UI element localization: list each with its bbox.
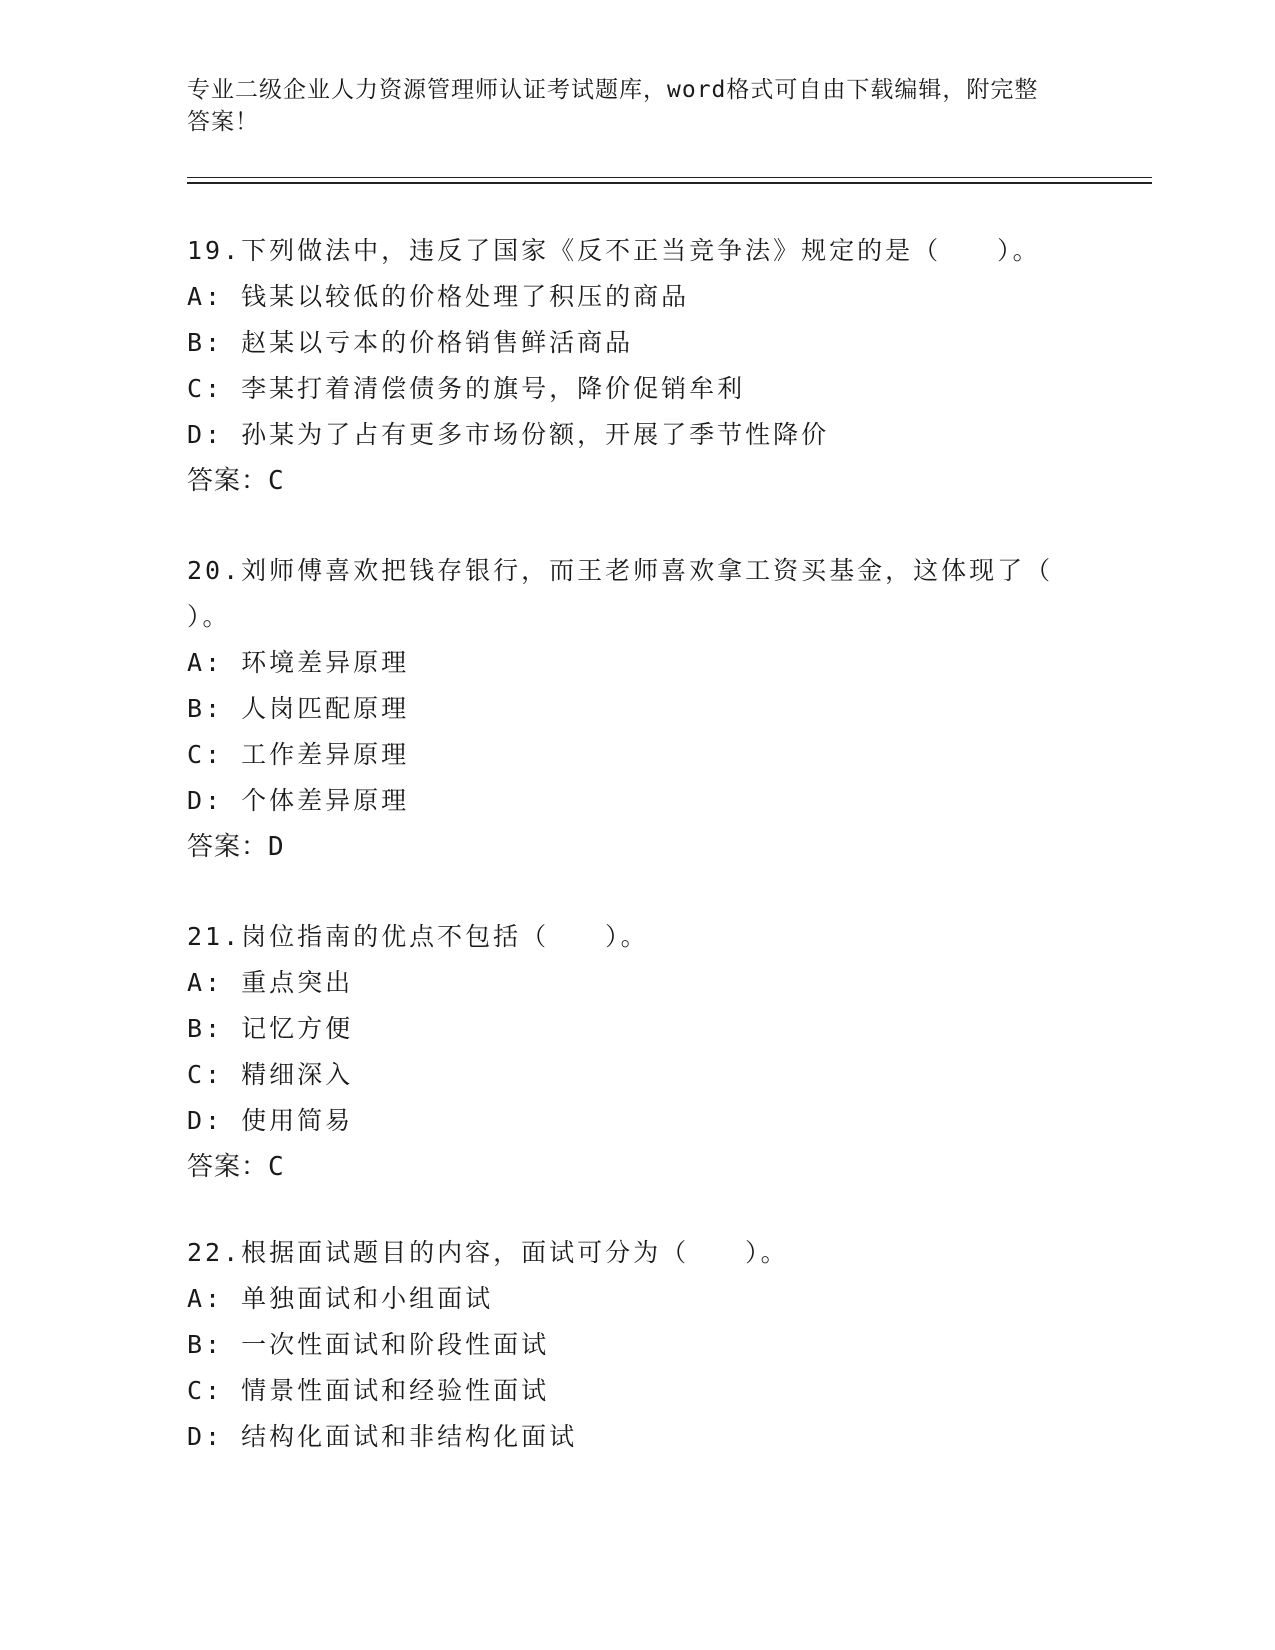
answer-value: C <box>268 466 285 496</box>
option-b: B: 人岗匹配原理 <box>187 694 410 723</box>
option-a: A: 重点突出 <box>187 968 354 997</box>
answer-value: C <box>268 1152 285 1182</box>
option-b: B: 记忆方便 <box>187 1014 354 1043</box>
question-20 <box>187 548 1087 870</box>
option-d: D: 孙某为了占有更多市场份额，开展了季节性降价 <box>187 420 830 449</box>
answer-line <box>187 1144 1087 1190</box>
header-line-2: 答案！ <box>187 109 259 135</box>
option-a: A: 单独面试和小组面试 <box>187 1284 494 1313</box>
answer-label: 答案： <box>187 832 269 862</box>
option-c: C: 李某打着清偿债务的旗号，降价促销牟利 <box>187 374 746 403</box>
option-d: D: 结构化面试和非结构化面试 <box>187 1422 578 1451</box>
option-d: D: 个体差异原理 <box>187 786 410 815</box>
answer-line <box>187 824 1087 870</box>
answer-label: 答案： <box>187 1152 269 1182</box>
answer-value: D <box>268 832 285 862</box>
answer-label: 答案： <box>187 466 269 496</box>
question-stem: 22.根据面试题目的内容，面试可分为（ ）。 <box>187 1238 789 1267</box>
header-divider-bottom <box>187 182 1152 184</box>
question-22 <box>187 1230 1087 1460</box>
option-a: A: 钱某以较低的价格处理了积压的商品 <box>187 282 690 311</box>
answer-line <box>187 458 1087 504</box>
question-21 <box>187 914 1087 1190</box>
option-c: C: 情景性面试和经验性面试 <box>187 1376 550 1405</box>
option-b: B: 赵某以亏本的价格销售鲜活商品 <box>187 328 634 357</box>
question-stem: 21.岗位指南的优点不包括（ ）。 <box>187 922 649 951</box>
question-stem: 20.刘师傅喜欢把钱存银行，而王老师喜欢拿工资买基金，这体现了（ <box>187 556 1054 585</box>
document-header <box>187 74 1087 138</box>
question-stem: 19.下列做法中，违反了国家《反不正当竞争法》规定的是（ ）。 <box>187 236 1041 265</box>
header-line-1: 专业二级企业人力资源管理师认证考试题库，word格式可自由下载编辑，附完整 <box>187 77 1039 103</box>
option-d: D: 使用简易 <box>187 1106 354 1135</box>
question-stem-continued: ）。 <box>187 602 231 631</box>
header-divider-top <box>187 177 1152 178</box>
option-c: C: 精细深入 <box>187 1060 354 1089</box>
option-b: B: 一次性面试和阶段性面试 <box>187 1330 550 1359</box>
question-19 <box>187 228 1087 504</box>
option-c: C: 工作差异原理 <box>187 740 410 769</box>
option-a: A: 环境差异原理 <box>187 648 410 677</box>
